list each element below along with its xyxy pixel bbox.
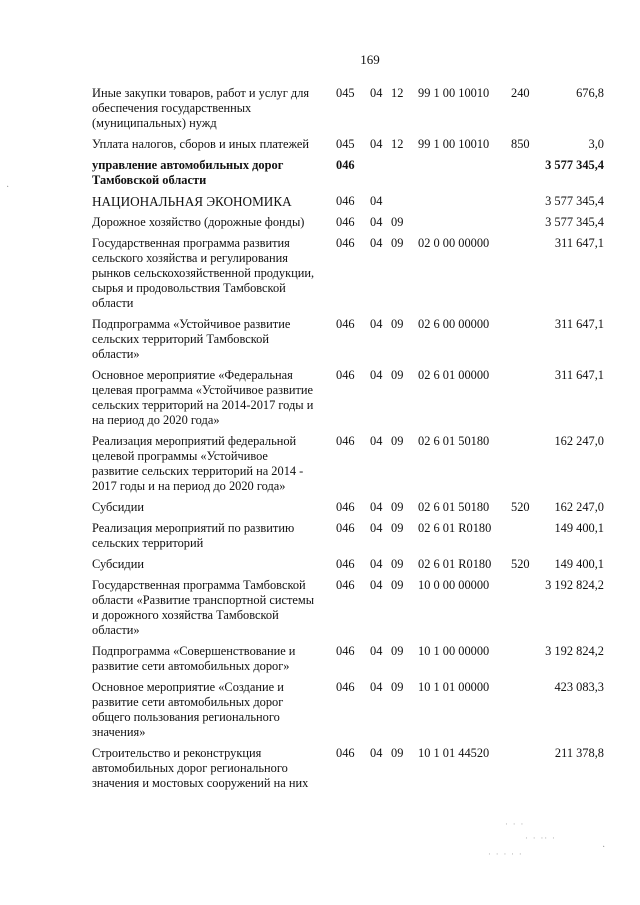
sum-value: 311 647,1 — [554, 317, 604, 331]
target-article-code: 02 0 00 00000 — [418, 236, 490, 250]
ved-code: 046 — [336, 578, 355, 592]
sum-value: 162 247,0 — [554, 500, 604, 514]
target-article-code: 10 1 01 44520 — [418, 746, 490, 760]
sum-value: 211 378,8 — [554, 746, 604, 760]
target-article-code: 10 0 00 00000 — [418, 578, 490, 592]
razdel-code: 04 — [370, 236, 383, 250]
sum-value: 149 400,1 — [554, 557, 604, 571]
podrazdel-code: 09 — [391, 215, 404, 229]
podrazdel-code: 09 — [391, 680, 404, 694]
target-article-code: 02 6 01 50180 — [418, 500, 490, 514]
podrazdel-code: 09 — [391, 368, 404, 382]
podrazdel-code: 09 — [391, 500, 404, 514]
row-name: Субсидии — [92, 500, 144, 514]
razdel-code: 04 — [370, 557, 383, 571]
podrazdel-code: 09 — [391, 236, 404, 250]
target-article-code: 99 1 00 10010 — [418, 137, 490, 151]
table-row — [92, 317, 612, 362]
ved-code: 046 — [336, 434, 355, 448]
razdel-code: 04 — [370, 578, 383, 592]
table-row — [92, 680, 612, 740]
table-row — [92, 746, 612, 791]
table-row — [92, 368, 612, 428]
sum-value: 3 577 345,4 — [545, 158, 604, 172]
row-name: Подпрограмма «Совершенствование и развитие сети автомобильных дорог» — [92, 644, 296, 673]
ved-code: 046 — [336, 680, 355, 694]
target-article-code: 10 1 00 00000 — [418, 644, 490, 658]
ved-code: 046 — [336, 500, 355, 514]
podrazdel-code: 09 — [391, 434, 404, 448]
sum-value: 149 400,1 — [554, 521, 604, 535]
podrazdel-code: 09 — [391, 578, 404, 592]
table-row — [92, 158, 612, 188]
podrazdel-code: 09 — [391, 317, 404, 331]
row-name: управление автомобильных дорог Тамбовской области — [92, 158, 284, 187]
target-article-code: 10 1 01 00000 — [418, 680, 490, 694]
podrazdel-code: 12 — [391, 137, 404, 151]
expense-type-code: 520 — [511, 500, 530, 514]
scan-noise: · · · · · — [488, 850, 523, 860]
row-name: Основное мероприятие «Создание и развитие сети автомобильных дорог общего пользования регионального значения» — [92, 680, 284, 739]
target-article-code: 02 6 01 R0180 — [418, 557, 492, 571]
razdel-code: 04 — [370, 194, 383, 208]
ved-code: 046 — [336, 368, 355, 382]
row-name: Государственная программа развития сельского хозяйства и регулирования рынков сельскохозяйственной продукции, сырья и продовольствия Тамбовской области — [92, 236, 315, 310]
row-name: Реализация мероприятий федеральной целевой программы «Устойчивое развитие сельских территорий на 2014 - 2017 годы и на период до 2020 года» — [92, 434, 304, 493]
podrazdel-code: 09 — [391, 644, 404, 658]
razdel-code: 04 — [370, 680, 383, 694]
table-row — [92, 215, 612, 230]
sum-value: 3 577 345,4 — [545, 194, 604, 208]
ved-code: 046 — [336, 194, 355, 208]
row-name: Основное мероприятие «Федеральная целевая программа «Устойчивое развитие сельских территорий на 2014-2017 годы и на период до 2020 года» — [92, 368, 314, 427]
razdel-code: 04 — [370, 317, 383, 331]
razdel-code: 04 — [370, 137, 383, 151]
razdel-code: 04 — [370, 746, 383, 760]
sum-value: 3,0 — [588, 137, 604, 151]
ved-code: 046 — [336, 746, 355, 760]
table-row — [92, 500, 612, 515]
row-name: Реализация мероприятий по развитию сельских территорий — [92, 521, 295, 550]
ved-code: 046 — [336, 158, 355, 172]
razdel-code: 04 — [370, 434, 383, 448]
target-article-code: 02 6 01 R0180 — [418, 521, 492, 535]
scan-speck: · — [602, 842, 606, 853]
table-row — [92, 236, 612, 311]
ved-code: 046 — [336, 236, 355, 250]
row-name: Государственная программа Тамбовской области «Развитие транспортной системы и дорожного хозяйства Тамбовской области» — [92, 578, 315, 637]
sum-value: 162 247,0 — [554, 434, 604, 448]
table-row — [92, 137, 612, 152]
target-article-code: 02 6 01 50180 — [418, 434, 490, 448]
target-article-code: 02 6 00 00000 — [418, 317, 490, 331]
table-row — [92, 578, 612, 638]
row-name: Строительство и реконструкция автомобильных дорог регионального значения и мостовых сооружений на них — [92, 746, 309, 790]
ved-code: 046 — [336, 317, 355, 331]
scan-speck: · — [6, 182, 10, 193]
scan-noise: · · ·· · — [525, 834, 556, 844]
target-article-code: 02 6 01 00000 — [418, 368, 490, 382]
razdel-code: 04 — [370, 644, 383, 658]
sum-value: 676,8 — [576, 86, 604, 100]
sum-value: 311 647,1 — [554, 368, 604, 382]
table-row — [92, 557, 612, 572]
sum-value: 423 083,3 — [554, 680, 604, 694]
ved-code: 045 — [336, 137, 355, 151]
podrazdel-code: 09 — [391, 746, 404, 760]
razdel-code: 04 — [370, 215, 383, 229]
row-name: Субсидии — [92, 557, 144, 571]
ved-code: 046 — [336, 557, 355, 571]
razdel-code: 04 — [370, 521, 383, 535]
razdel-code: 04 — [370, 86, 383, 100]
table-row — [92, 644, 612, 674]
podrazdel-code: 12 — [391, 86, 404, 100]
table-row — [92, 194, 612, 209]
razdel-code: 04 — [370, 368, 383, 382]
expense-type-code: 850 — [511, 137, 530, 151]
sum-value: 3 192 824,2 — [545, 578, 604, 592]
budget-table — [92, 86, 612, 791]
row-name: Подпрограмма «Устойчивое развитие сельских территорий Тамбовской области» — [92, 317, 291, 361]
scan-noise: · · · — [505, 820, 525, 830]
ved-code: 046 — [336, 521, 355, 535]
sum-value: 3 192 824,2 — [545, 644, 604, 658]
expense-type-code: 520 — [511, 557, 530, 571]
sum-value: 3 577 345,4 — [545, 215, 604, 229]
table-row — [92, 521, 612, 551]
row-name: Уплата налогов, сборов и иных платежей — [92, 137, 310, 151]
sum-value: 311 647,1 — [554, 236, 604, 250]
expense-type-code: 240 — [511, 86, 530, 100]
page-number: 169 — [360, 52, 380, 67]
row-name: НАЦИОНАЛЬНАЯ ЭКОНОМИКА — [92, 194, 292, 209]
target-article-code: 99 1 00 10010 — [418, 86, 490, 100]
table-row — [92, 434, 612, 494]
row-name: Дорожное хозяйство (дорожные фонды) — [92, 215, 305, 229]
razdel-code: 04 — [370, 500, 383, 514]
row-name: Иные закупки товаров, работ и услуг для обеспечения государственных (муниципальных) нужд — [92, 86, 310, 130]
ved-code: 045 — [336, 86, 355, 100]
ved-code: 046 — [336, 215, 355, 229]
table-row — [92, 86, 612, 131]
podrazdel-code: 09 — [391, 521, 404, 535]
podrazdel-code: 09 — [391, 557, 404, 571]
ved-code: 046 — [336, 644, 355, 658]
